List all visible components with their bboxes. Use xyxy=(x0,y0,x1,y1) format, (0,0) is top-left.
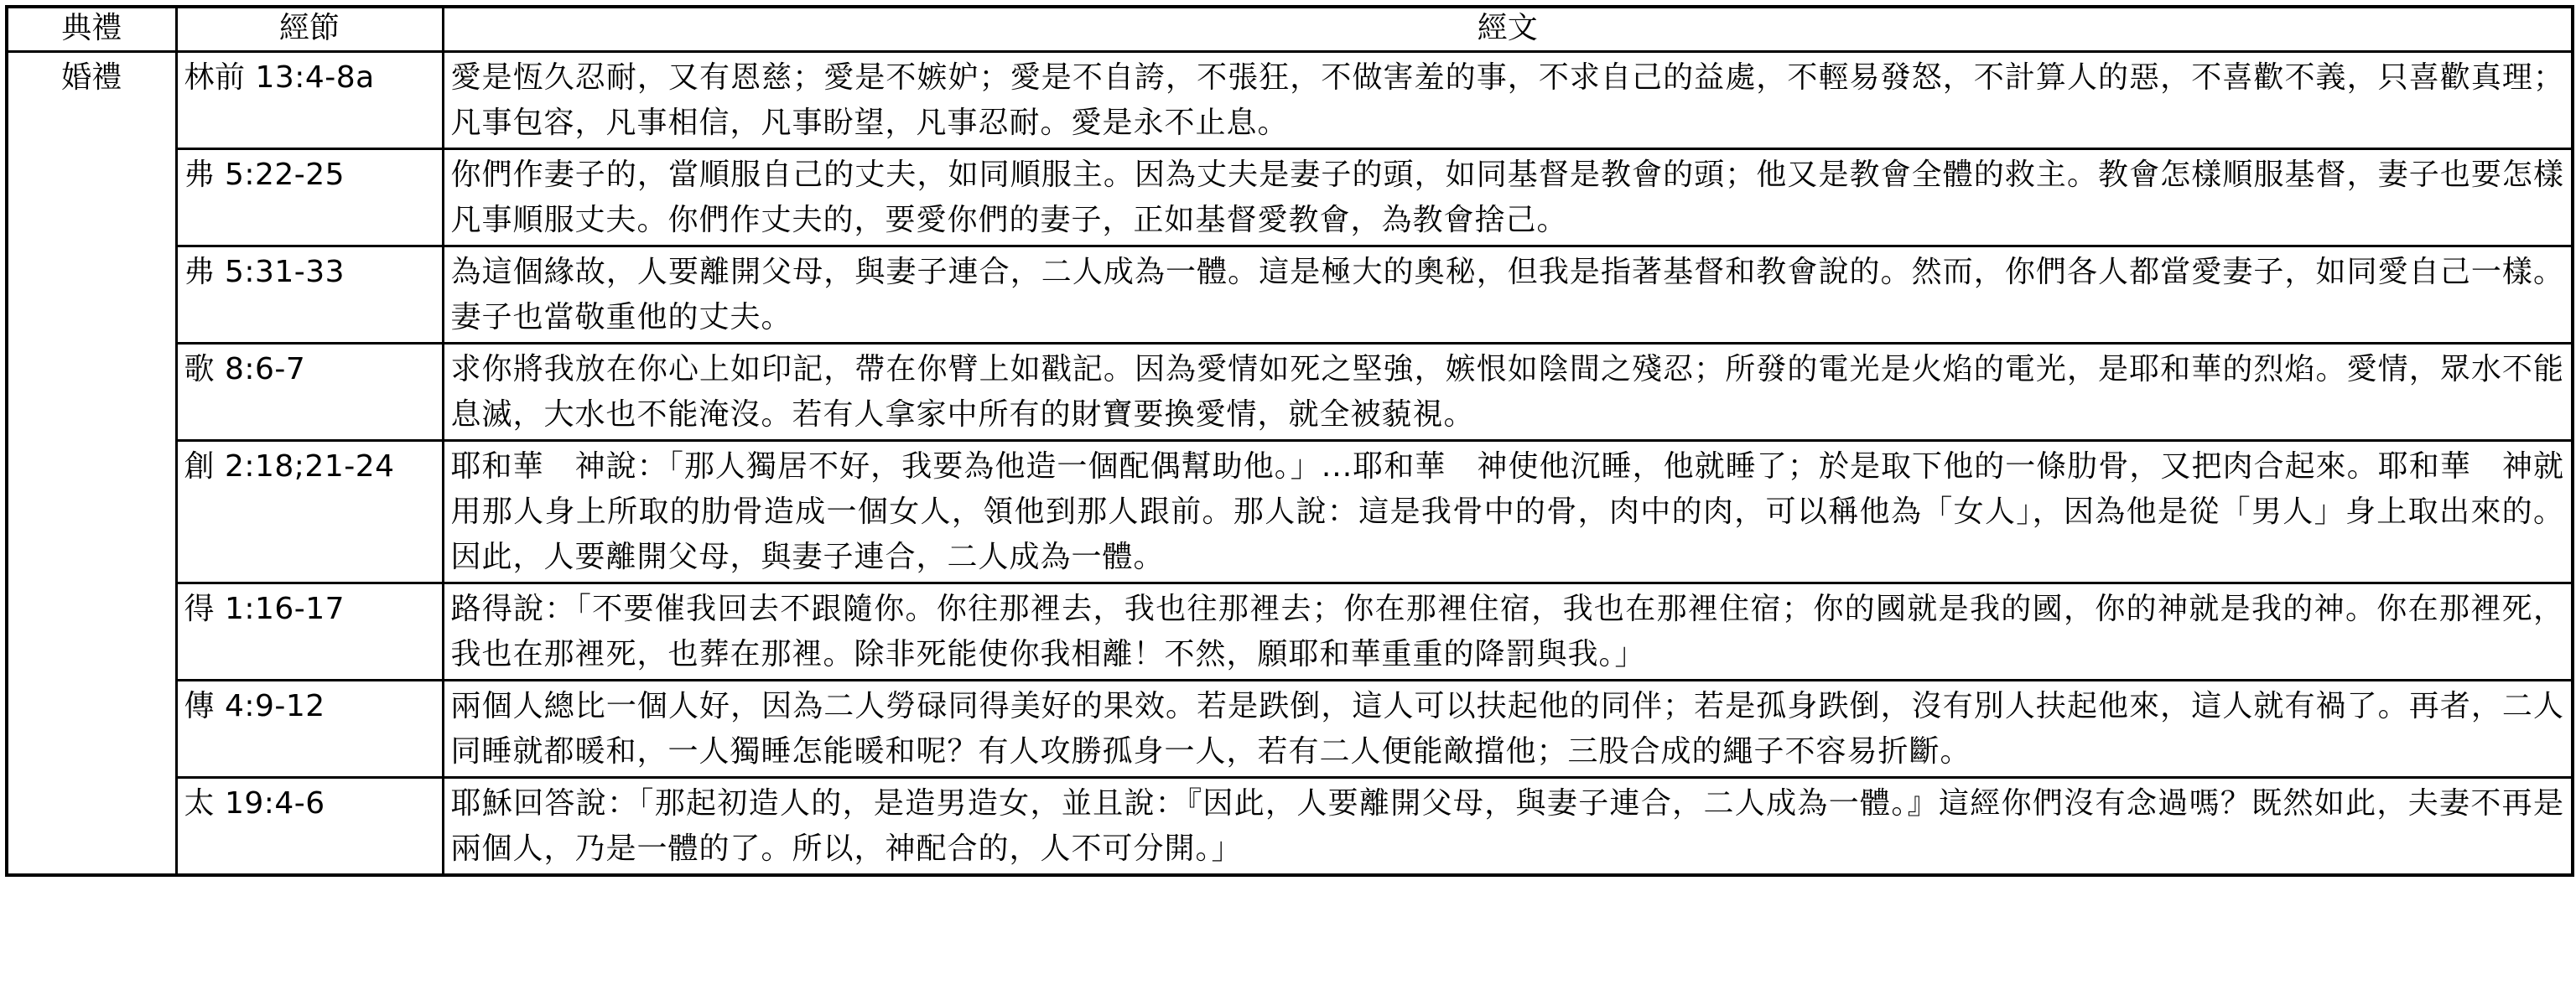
table-row xyxy=(7,344,2573,441)
verse-cell: 你們作妻子的，當順服自己的丈夫，如同順服主。因為丈夫是妻子的頭，如同基督是教會的頭；他又是教會全體的救主。教會怎樣順服基督，妻子也要怎樣凡事順服丈夫。你們作丈夫的，要愛你們的妻子，正如基督愛教會，為教會捨己。 xyxy=(443,149,2573,246)
verse-cell: 為這個緣故，人要離開父母，與妻子連合，二人成為一體。這是極大的奧秘，但我是指著基督和教會說的。然而，你們各人都當愛妻子，如同愛自己一樣。妻子也當敬重他的丈夫。 xyxy=(443,246,2573,344)
header-ceremony: 典禮 xyxy=(7,7,176,52)
reference-cell: 太 19:4-6 xyxy=(176,778,443,876)
reference-cell: 弗 5:22-25 xyxy=(176,149,443,246)
reference-cell: 傳 4:9-12 xyxy=(176,681,443,778)
table-row xyxy=(7,52,2573,149)
document-page xyxy=(5,5,2571,877)
header-verse-text: 經文 xyxy=(443,7,2573,52)
reference-cell: 創 2:18;21-24 xyxy=(176,441,443,583)
header-row xyxy=(7,7,2573,52)
reference-cell: 歌 8:6-7 xyxy=(176,344,443,441)
header-reference: 經節 xyxy=(176,7,443,52)
reference-cell: 得 1:16-17 xyxy=(176,583,443,681)
table-row xyxy=(7,246,2573,344)
table-row xyxy=(7,778,2573,876)
table-row xyxy=(7,149,2573,246)
ceremony-cell: 婚禮 xyxy=(7,52,176,876)
table-row xyxy=(7,681,2573,778)
table-row xyxy=(7,441,2573,583)
verse-cell: 兩個人總比一個人好，因為二人勞碌同得美好的果效。若是跌倒，這人可以扶起他的同伴；若是孤身跌倒，沒有別人扶起他來，這人就有禍了。再者，二人同睡就都暖和，一人獨睡怎能暖和呢？有人攻勝孤身一人，若有二人便能敵擋他；三股合成的繩子不容易折斷。 xyxy=(443,681,2573,778)
table-row xyxy=(7,583,2573,681)
verse-cell: 路得說：「不要催我回去不跟隨你。你往那裡去，我也往那裡去；你在那裡住宿，我也在那裡住宿；你的國就是我的國，你的神就是我的神。你在那裡死，我也在那裡死，也葬在那裡。除非死能使你我相離！不然，願耶和華重重的降罰與我。」 xyxy=(443,583,2573,681)
reference-cell: 弗 5:31-33 xyxy=(176,246,443,344)
verse-cell: 耶和華 神說：「那人獨居不好，我要為他造一個配偶幫助他。」...耶和華 神使他沉睡，他就睡了；於是取下他的一條肋骨，又把肉合起來。耶和華 神就用那人身上所取的肋骨造成一個女人，領他到那人跟前。那人說：這是我骨中的骨，肉中的肉，可以稱他為「女人」，因為他是從「男人」身上取出來的。因此，人要離開父母，與妻子連合，二人成為一體。 xyxy=(443,441,2573,583)
verse-cell: 求你將我放在你心上如印記，帶在你臂上如戳記。因為愛情如死之堅強，嫉恨如陰間之殘忍；所發的電光是火焰的電光，是耶和華的烈焰。愛情，眾水不能息滅，大水也不能淹沒。若有人拿家中所有的財寶要換愛情，就全被藐視。 xyxy=(443,344,2573,441)
verse-cell: 愛是恆久忍耐，又有恩慈；愛是不嫉妒；愛是不自誇，不張狂，不做害羞的事，不求自己的益處，不輕易發怒，不計算人的惡，不喜歡不義，只喜歡真理；凡事包容，凡事相信，凡事盼望，凡事忍耐。愛是永不止息。 xyxy=(443,52,2573,149)
reference-cell: 林前 13:4-8a xyxy=(176,52,443,149)
scripture-table xyxy=(5,5,2574,877)
verse-cell: 耶穌回答說：「那起初造人的，是造男造女，並且說：『因此，人要離開父母，與妻子連合，二人成為一體。』這經你們沒有念過嗎？既然如此，夫妻不再是兩個人，乃是一體的了。所以，神配合的，人不可分開。」 xyxy=(443,778,2573,876)
